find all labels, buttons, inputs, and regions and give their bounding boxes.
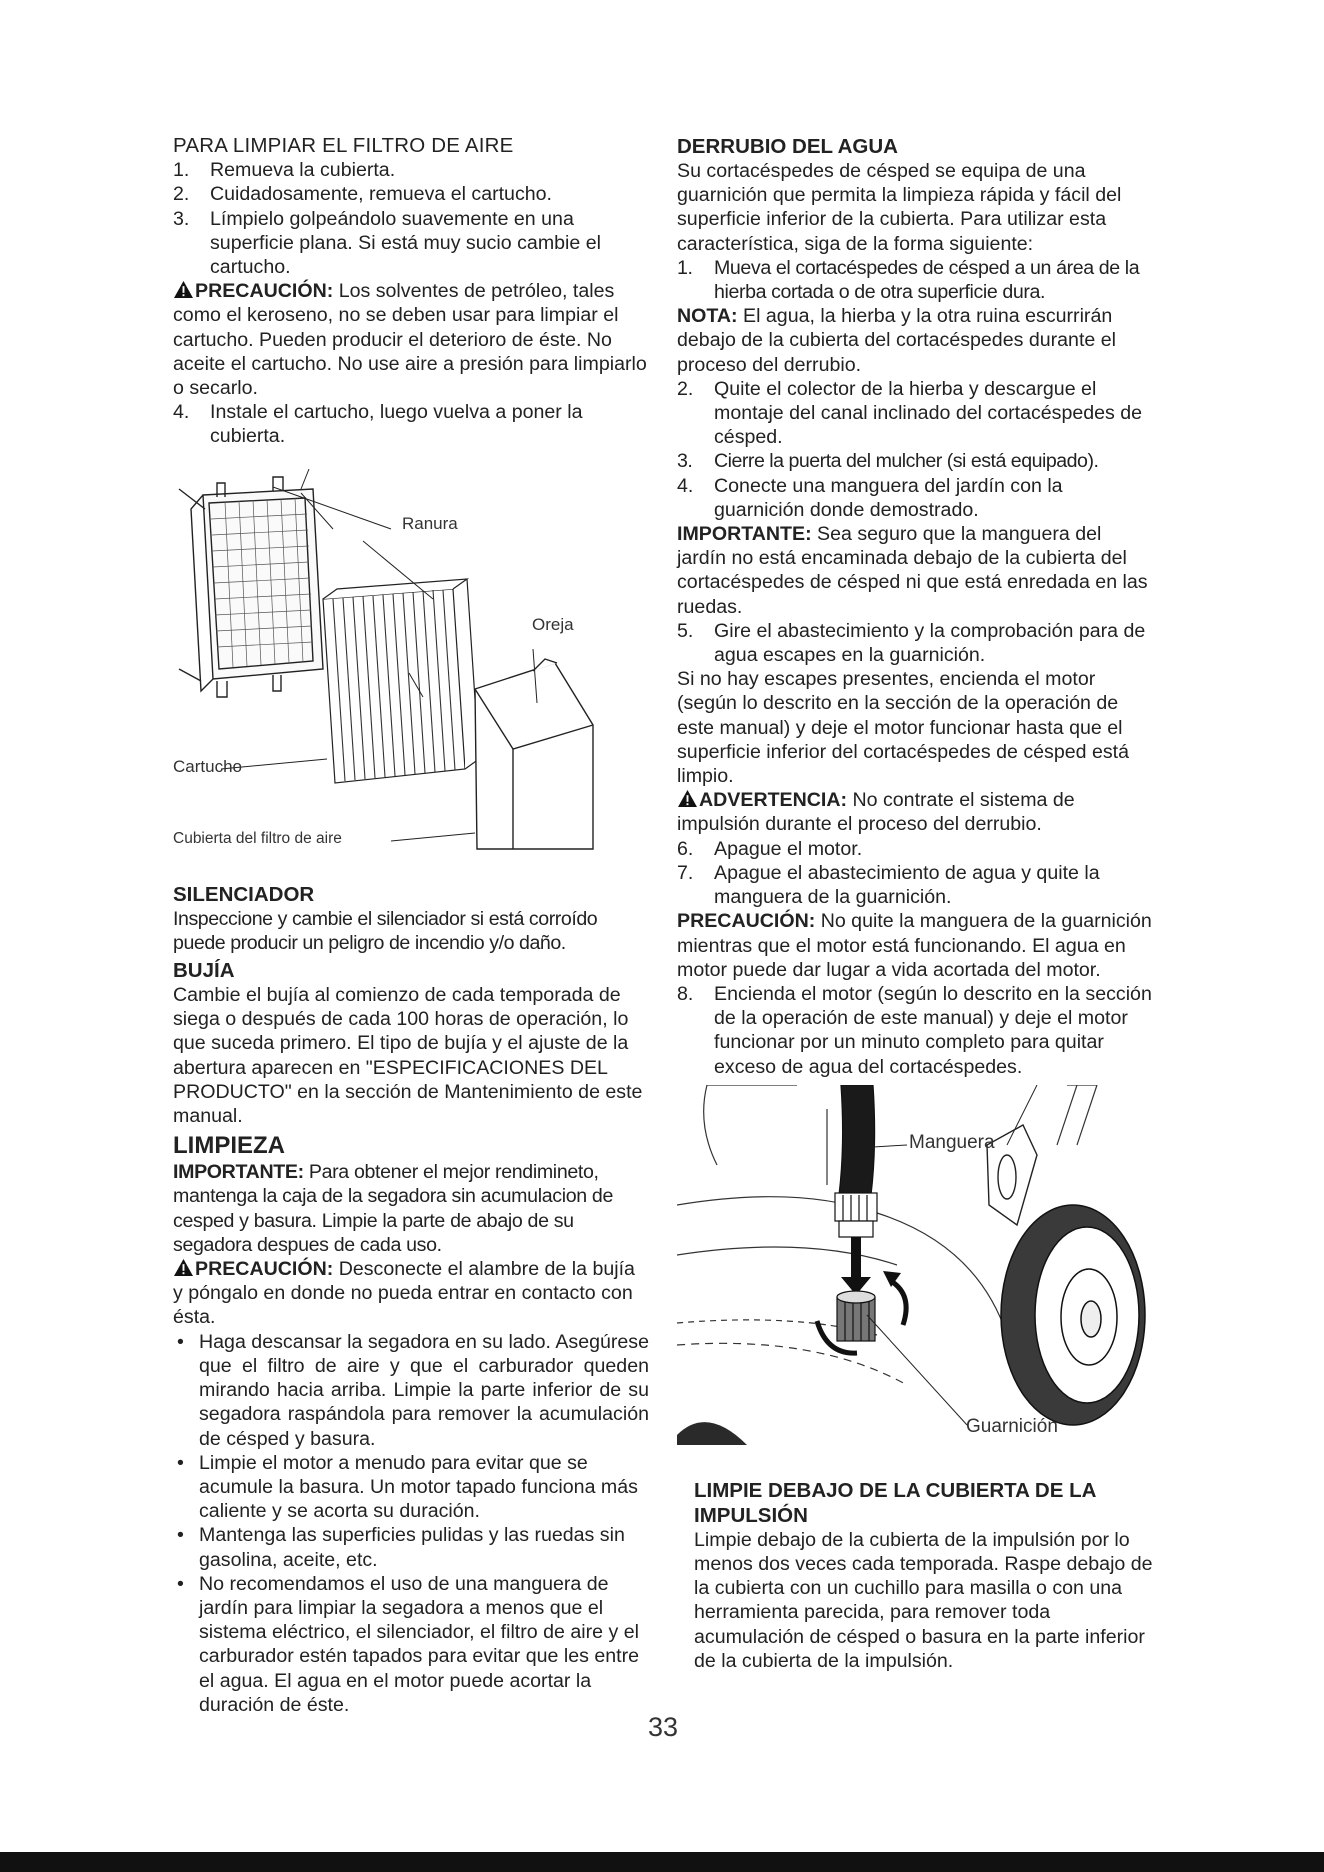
silenciador-heading: SILENCIADOR	[173, 882, 315, 906]
right-column	[677, 134, 1155, 1673]
bujia-text: Cambie el bujía al comienzo de cada temporada de siega o después de cada 100 horas de operación, lo que suceda primero. El tipo de bujía y el ajuste de la abertura aparecen en "ESPECIFICACIONES DEL PRODUCTO" en la sección de Mantenimiento de este manual.	[173, 984, 643, 1128]
nota-paragraph	[677, 304, 1155, 377]
air-filter-step-4	[173, 400, 649, 448]
caution-text: Desconecte el alambre de la bujía y póngalo en donde no pueda entrar en contacto con ésta.	[173, 1258, 635, 1329]
important-text: Para obtener el mejor rendimineto, mantenga la caja de la segadora sin acumulacion de cesped y basura. Limpie la parte de abajo de su segadora despues de cada uso.	[173, 1161, 613, 1256]
limpieza-heading: LIMPIEZA	[173, 1132, 285, 1160]
cartucho-label: Cartucho	[173, 756, 242, 776]
list-item: 1. Remueva la cubierta.	[173, 159, 396, 182]
left-column	[173, 134, 649, 1717]
derrubio-step-5	[677, 619, 1155, 667]
ranura-label: Ranura	[402, 513, 458, 533]
limpieza-important	[173, 1160, 649, 1257]
list-item: 2. Cuidadosamente, remueva el cartucho.	[173, 183, 552, 206]
bottom-rule	[0, 1852, 1324, 1872]
caution-label: PRECAUCIÓN:	[677, 910, 816, 933]
warning-icon	[173, 280, 194, 299]
derrubio-heading: DERRUBIO DEL AGUA	[677, 135, 898, 158]
caution-label: PRECAUCIÓN:	[195, 280, 334, 303]
precaucion-paragraph	[677, 909, 1155, 982]
list-item: • Haga descansar la segadora en su lado. Asegúrese que el filtro de aire y que el carburador queden mirando hacia arriba. Limpie la parte inferior de su segadora raspándola para remover la acumulación de césped y basura.	[177, 1330, 649, 1450]
derrubio-step-8	[677, 982, 1155, 1079]
warning-text: No contrate el sistema de impulsión durante el proceso del derrubio.	[677, 789, 1075, 836]
importante-paragraph	[677, 522, 1155, 619]
cubierta-label: Cubierta del filtro de aire	[173, 829, 342, 847]
list-item: • Limpie el motor a menudo para evitar que se acumule la basura. Un motor tapado funciona más caliente y se acorta su duración.	[177, 1451, 638, 1523]
list-item: 4. Conecte una manguera del jardín con la guarnición donde demostrado.	[677, 474, 1063, 521]
important-label: IMPORTANTE:	[677, 523, 812, 546]
limpie-heading: LIMPIE DEBAJO DE LA CUBIERTA DE LA IMPULSIÓN	[694, 1478, 1096, 1527]
list-item: • Mantenga las superficies pulidas y las ruedas sin gasolina, aceite, etc.	[177, 1524, 625, 1571]
warning-label: ADVERTENCIA:	[699, 789, 848, 812]
air-filter-steps	[173, 158, 649, 279]
limpieza-bullets	[173, 1330, 649, 1717]
important-label: IMPORTANTE:	[173, 1161, 304, 1184]
page-number: 33	[648, 1712, 679, 1742]
derrubio-step-1	[677, 256, 1155, 304]
caution-text: Los solventes de petróleo, tales como el keroseno, no se deben usar para limpiar el cartucho. Pueden producir el deterioro de éste. No aceite el cartucho. No use aire a presión para limpiarlo o secarlo.	[173, 280, 647, 400]
nota-text: El agua, la hierba y la otra ruina escurrirán debajo de la cubierta del cortacéspedes durante el proceso del derrubio.	[677, 305, 1116, 376]
manguera-label: Manguera	[909, 1131, 995, 1153]
caution-label: PRECAUCIÓN:	[195, 1258, 334, 1281]
air-filter-heading: PARA LIMPIAR EL FILTRO DE AIRE	[173, 134, 514, 157]
advertencia-paragraph	[677, 788, 1155, 836]
list-item: • No recomendamos el uso de una manguera de jardín para limpiar la segadora a menos que el sistema eléctrico, el silenciador, el filtro de aire y el carburador estén tapados para evitar que les entre el agua. El agua en el motor puede acortar la duración de éste.	[177, 1572, 640, 1716]
list-item: 6. Apague el motor.	[677, 837, 863, 860]
guarnicion-label: Guarnición	[966, 1415, 1058, 1437]
list-item: 4. Instale el cartucho, luego vuelva a poner la cubierta.	[173, 401, 583, 448]
air-filter-figure	[173, 449, 649, 879]
list-item: 8. Encienda el motor (según lo descrito en la sección de la operación de este manual) y deje el motor funcionar por un minuto completo para quitar exceso de agua del cortacéspedes.	[677, 982, 1152, 1078]
limpie-text: Limpie debajo de la cubierta de la impulsión por lo menos dos veces cada temporada. Raspe debajo de la cubierta con un cuchillo para masilla o con una herramienta parecida, para remover toda acumulación de césped o basura en la parte inferior de la cubierta de la impulsión.	[694, 1528, 1153, 1672]
list-item: 5. Gire el abastecimiento y la comprobación para de agua escapes en la guarnición.	[677, 619, 1146, 667]
nota-label: NOTA:	[677, 305, 738, 328]
caution-paragraph	[173, 279, 649, 400]
list-item: 3. Cierre la puerta del mulcher (si está equipado).	[677, 450, 1099, 473]
derrubio-intro: Su cortacéspedes de césped se equipa de una guarnición que permita la limpieza rápida y fácil del superficie inferior de la cubierta. Para utilizar esta característica, siga de la forma siguiente:	[677, 160, 1122, 255]
derrubio-paragraph: Si no hay escapes presentes, encienda el motor (según lo descrito en la sección de la operación de este manual) y deje el motor funcionar hasta que el superficie inferior del cortacéspedes de césped está limpio.	[677, 668, 1130, 788]
list-item: 3. Límpielo golpeándolo suavemente en una superficie plana. Si está muy sucio cambie el cartucho.	[173, 207, 601, 279]
silenciador-text: Inspeccione y cambie el silenciador si está corroído puede producir un peligro de incendio y/o daño.	[173, 907, 598, 954]
limpie-section	[677, 1478, 1155, 1673]
important-text: Sea seguro que la manguera del jardín no está encaminada debajo de la cubierta del cortacéspedes de césped ni que está enredada en las ruedas.	[677, 523, 1148, 618]
derrubio-steps-6-7	[677, 837, 1155, 910]
oreja-label: Oreja	[532, 614, 574, 634]
warning-icon	[173, 1258, 194, 1277]
caution-text: No quite la manguera de la guarnición mientras que el motor está funcionando. El agua en motor puede dar lugar a vida acortada del motor.	[677, 910, 1152, 981]
warning-icon	[677, 789, 698, 808]
list-item: 7. Apague el abastecimiento de agua y quite la manguera de la guarnición.	[677, 861, 1100, 909]
bujia-heading: BUJÍA	[173, 959, 235, 983]
list-item: 1. Mueva el cortacéspedes de césped a un área de la hierba cortada o de otra superficie dura.	[677, 256, 1140, 304]
limpieza-caution	[173, 1257, 649, 1330]
derrubio-steps-2-4	[677, 377, 1155, 522]
hose-fitting-figure	[677, 1085, 1155, 1475]
list-item: 2. Quite el colector de la hierba y descargue el montaje del canal inclinado del cortacéspedes de césped.	[677, 377, 1143, 449]
